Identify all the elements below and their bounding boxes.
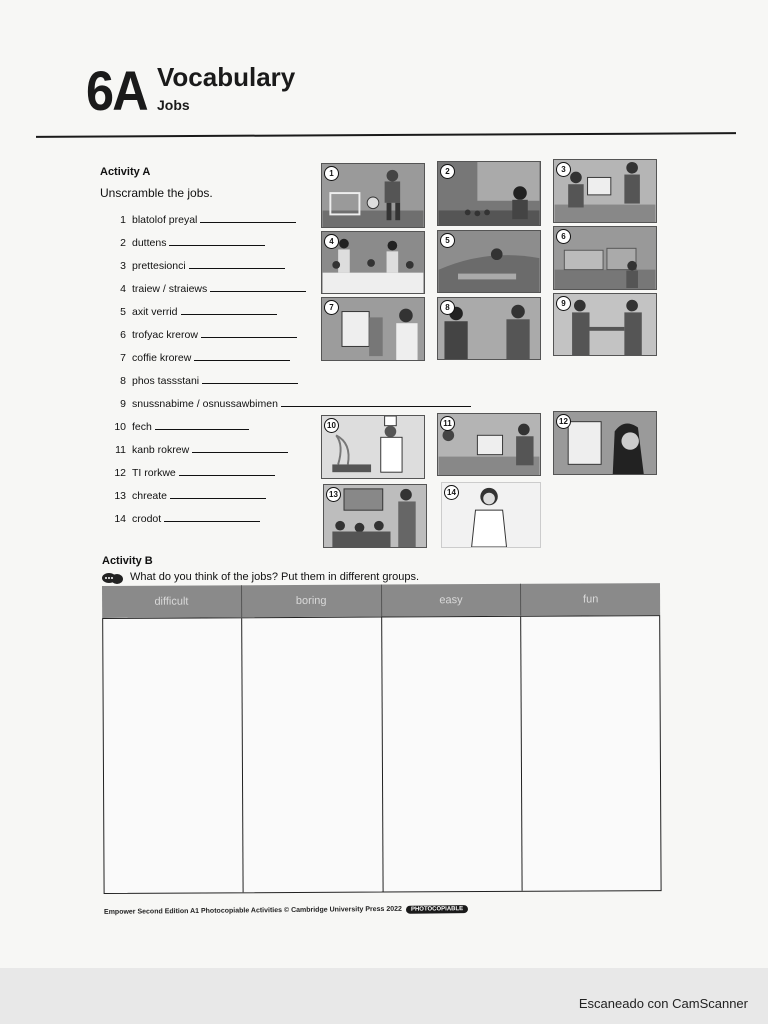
answer-line[interactable] (155, 428, 249, 430)
answer-cell-fun[interactable] (521, 616, 661, 891)
list-item: 7 coffie krorew (108, 352, 290, 364)
answer-line[interactable] (210, 290, 306, 292)
scanner-watermark: Escaneado con CamScanner (578, 996, 748, 1011)
list-item: 4 traiew / straiews (108, 283, 306, 295)
picture-factory-worker: 6 (553, 226, 657, 290)
picture-doctor: 14 (441, 482, 541, 548)
speech-bubbles-icon (102, 572, 124, 586)
answer-line[interactable] (200, 221, 296, 223)
copyright-text: Empower Second Edition A1 Photocopiable Activities © Cambridge University Press 2022 (103, 905, 402, 916)
activity-a-title: Activity A (100, 166, 151, 178)
picture-businessmen: 8 (437, 297, 541, 360)
answer-line[interactable] (201, 336, 297, 338)
list-item: 1 blatolof preyal (108, 214, 296, 226)
picture-shop-assistant: 3 (553, 159, 657, 223)
list-item: 10 fech (108, 421, 249, 433)
table-header (102, 583, 660, 618)
list-item: 9 snussnabime / osnussawbimen (108, 398, 471, 410)
list-item: 6 trofyac krerow (108, 329, 297, 341)
picture-chef: 10 (321, 415, 425, 479)
column-header: fun (583, 593, 599, 606)
column-header: boring (242, 585, 382, 618)
picture-waiters: 4 (321, 231, 425, 294)
list-item: 11 kanb rokrew (108, 444, 288, 456)
activity-b-title: Activity B (102, 555, 153, 567)
answer-cell-boring[interactable] (242, 618, 383, 893)
picture-office-worker: 7 (321, 297, 425, 361)
table-body (102, 615, 661, 894)
picture-handshake: 9 (553, 293, 657, 356)
activity-b-instruction: What do you think of the jobs? Put them in different groups. (130, 571, 420, 583)
answer-line[interactable] (189, 267, 285, 269)
unit-title: Vocabulary (157, 62, 296, 92)
answer-cell-easy[interactable] (382, 617, 523, 892)
answer-line[interactable] (202, 382, 298, 384)
unit-number: 6A (86, 59, 147, 122)
list-item: 2 duttens (108, 237, 265, 249)
answer-line[interactable] (169, 244, 265, 246)
list-item: 13 chreate (108, 490, 266, 502)
picture-student: 2 (437, 161, 541, 226)
answer-line[interactable] (192, 451, 288, 453)
column-header: difficult (102, 585, 242, 618)
column-header: easy (381, 584, 521, 617)
photocopiable-badge: PHOTOCOPIABLE (406, 905, 468, 914)
picture-taxi-driver: 5 (437, 230, 541, 293)
answer-line[interactable] (170, 497, 266, 499)
answer-cell-difficult[interactable] (103, 618, 244, 893)
unit-subtitle: Jobs (157, 97, 190, 113)
answer-line[interactable] (281, 405, 471, 407)
header-divider (36, 132, 736, 138)
answer-line[interactable] (181, 313, 277, 315)
picture-it-worker: 12 (553, 411, 657, 475)
list-item: 14 crodot (108, 513, 260, 525)
list-item: 8 phos tassstani (108, 375, 298, 387)
answer-line[interactable] (164, 520, 260, 522)
page-footer (104, 905, 468, 917)
picture-bank-worker: 11 (437, 413, 541, 476)
picture-football-player: 1 (321, 163, 425, 228)
list-item: 12 TI rorkwe (108, 467, 275, 479)
activity-a-instruction: Unscramble the jobs. (100, 186, 213, 200)
picture-teacher: 13 (323, 484, 427, 548)
answer-line[interactable] (194, 359, 290, 361)
answer-line[interactable] (179, 474, 275, 476)
list-item: 5 axit verrid (108, 306, 277, 318)
groups-table (102, 583, 662, 894)
list-item: 3 prettesionci (108, 260, 285, 272)
